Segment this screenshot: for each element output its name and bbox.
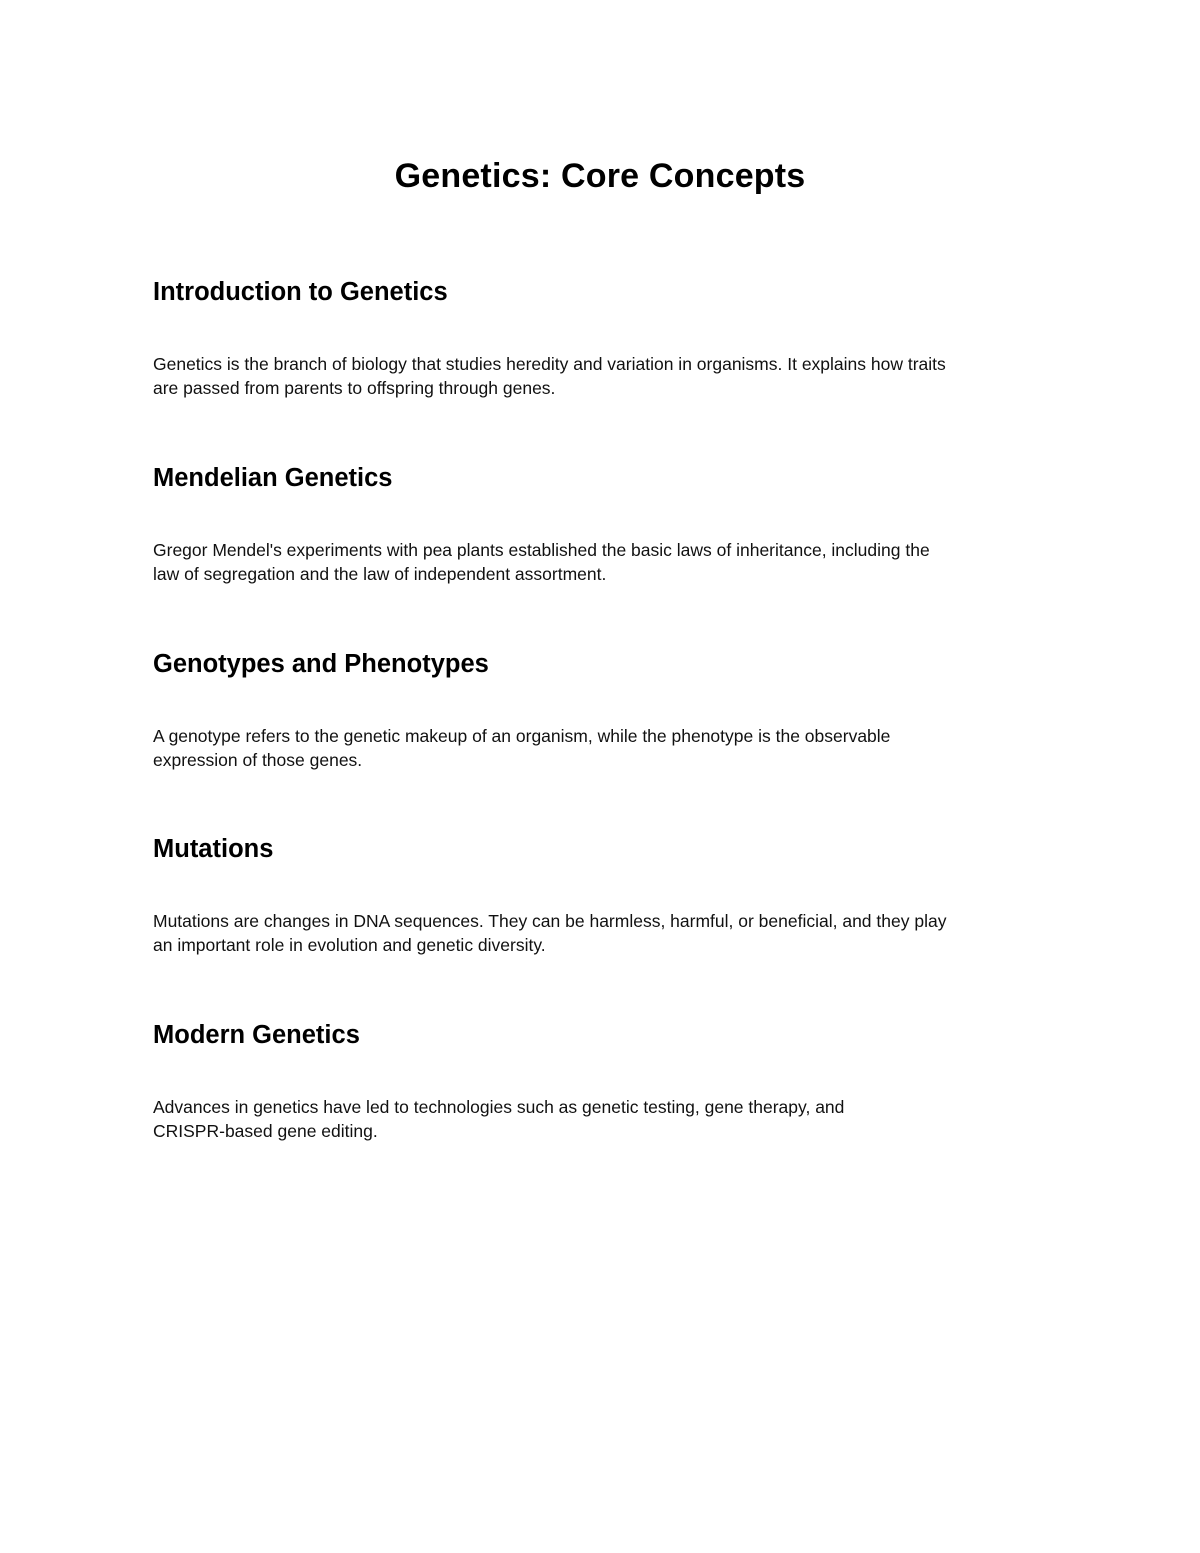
paragraph-line: A genotype refers to the genetic makeup of an organism, while the phenotype is the observable: [153, 726, 891, 746]
section-paragraph: [153, 352, 1053, 400]
section-heading: Modern Genetics: [153, 1021, 360, 1049]
paragraph-line: Advances in genetics have led to technologies such as genetic testing, gene therapy, and: [153, 1097, 845, 1117]
paragraph-line: Mutations are changes in DNA sequences. They can be harmless, harmful, or beneficial, and they play: [153, 911, 947, 931]
section-paragraph: [153, 538, 1053, 586]
section-paragraph: [153, 909, 1053, 957]
paragraph-line: expression of those genes.: [153, 750, 363, 770]
paragraph-line: an important role in evolution and genetic diversity.: [153, 935, 546, 955]
section-heading: Introduction to Genetics: [153, 278, 448, 306]
section-mendelian-genetics: [153, 462, 1053, 584]
section-introduction-to-genetics: [153, 276, 1053, 398]
section-heading: Mutations: [153, 835, 274, 863]
paragraph-line: CRISPR-based gene editing.: [153, 1121, 378, 1141]
paragraph-line: are passed from parents to offspring through genes.: [153, 378, 556, 398]
section-modern-genetics: [153, 1019, 1053, 1141]
section-paragraph: [153, 1095, 1053, 1143]
page-title: Genetics: Core Concepts: [394, 157, 806, 195]
section-heading: Genotypes and Phenotypes: [153, 650, 489, 678]
paragraph-line: law of segregation and the law of independent assortment.: [153, 564, 607, 584]
section-paragraph: [153, 724, 1053, 772]
section-heading: Mendelian Genetics: [153, 464, 393, 492]
section-genotypes-and-phenotypes: [153, 648, 1053, 770]
paragraph-line: Genetics is the branch of biology that studies heredity and variation in organisms. It explains how traits: [153, 354, 946, 374]
section-mutations: [153, 833, 1053, 955]
paragraph-line: Gregor Mendel's experiments with pea plants established the basic laws of inheritance, including the: [153, 540, 930, 560]
